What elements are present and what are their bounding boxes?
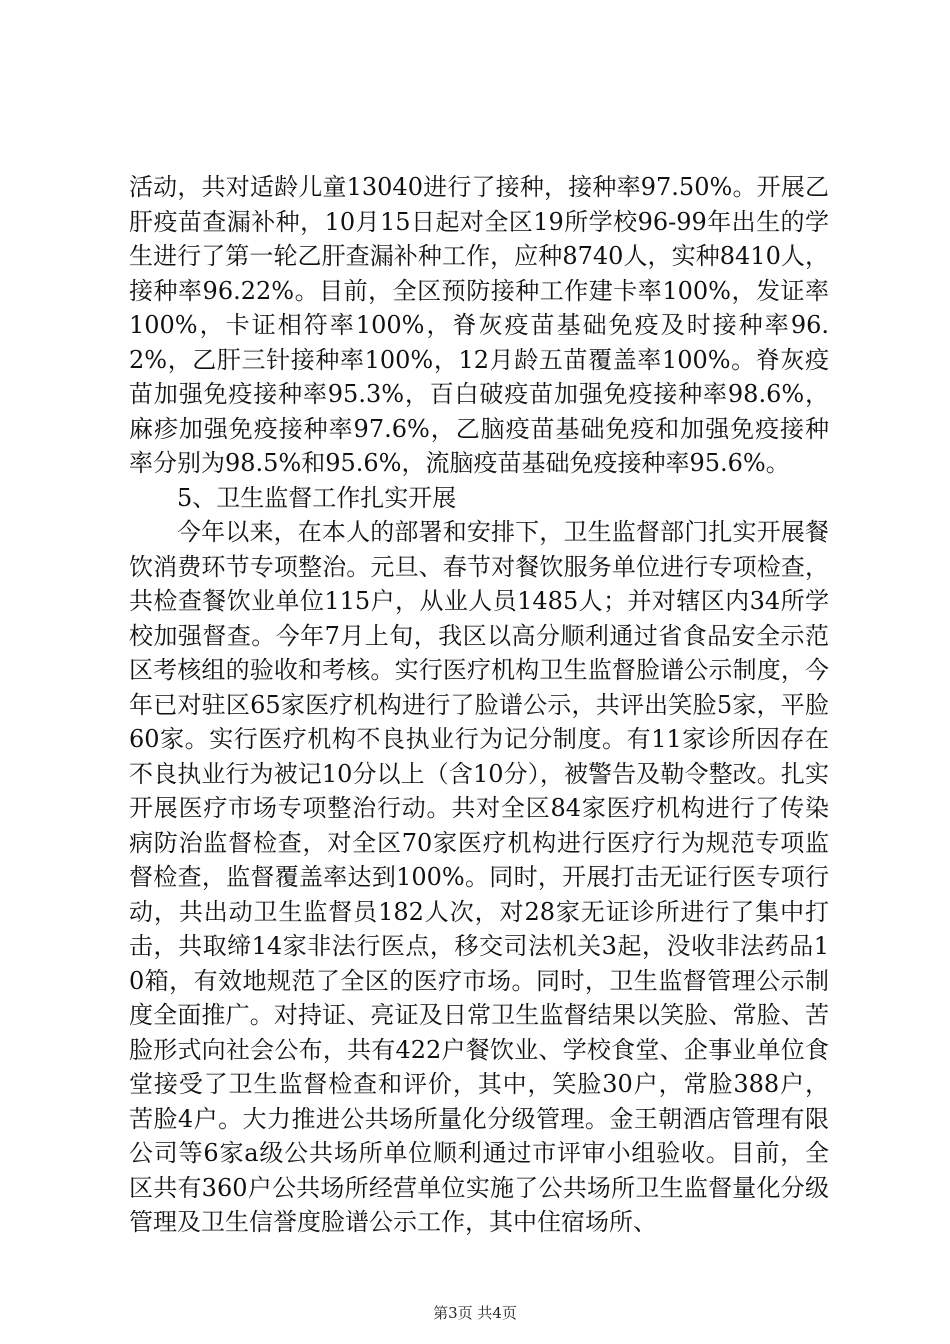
section-heading-health-supervision: 5、卫生监督工作扎实开展 [177, 483, 457, 512]
paragraph-health-supervision: 今年以来，在本人的部署和安排下，卫生监督部门扎实开展餐饮消费环节专项整治。元旦、春节对餐饮服务单位进行专项检查，共检查餐饮业单位115户，从业人员1485人；并对辖区内34所学校加强督查。今年7月上旬，我区以高分顺利通过省食品安全示范区考核组的验收和考核。实行医疗机构卫生监督脸谱公示制度，今年已对驻区65家医疗机构进行了脸谱公示，共评出笑脸5家，平脸60家。实行医疗机构不良执业行为记分制度。有11家诊所因存在不良执业行为被记10分以上（含10分），被警告及勒令整改。扎实开展医疗市场专项整治行动。共对全区84家医疗机构进行了传染病防治监督检查，对全区70家医疗机构进行医疗行为规范专项监督检查，监督覆盖率达到100%。同时，开展打击无证行医专项行动，共出动卫生监督员182人次，对28家无证诊所进行了集中打击，共取缔14家非法行医点，移交司法机关3起，没收非法药品10箱，有效地规范了全区的医疗市场。同时，卫生监督管理公示制度全面推广。对持证、亮证及日常卫生监督结果以笑脸、常脸、苦脸形式向社会公布，共有422户餐饮业、学校食堂、企事业单位食堂接受了卫生监督检查和评价，其中，笑脸30户，常脸388户，苦脸4户。大力推进公共场所量化分级管理。金王朝酒店管理有限公司等6家a级公共场所单位顺利通过市评审小组验收。目前，全区共有360户公共场所经营单位实施了公共场所卫生监督量化分级管理及卫生信誉度脸谱公示工作，其中住宿场所、 [129, 518, 829, 1236]
page-footer: 第3页 共4页 [433, 1304, 517, 1322]
paragraph-vaccination-continuation: 活动，共对适龄儿童13040进行了接种，接种率97.50%。开展乙肝疫苗查漏补种，10月15日起对全区19所学校96-99年出生的学生进行了第一轮乙肝查漏补种工作，应种8740人，实种8410人，接种率96.22%。目前，全区预防接种工作建卡率100%，发证率100%，卡证相符率100%，脊灰疫苗基础免疫及时接种率96.2%，乙肝三针接种率100%，12月龄五苗覆盖率100%。脊灰疫苗加强免疫接种率95.3%，百白破疫苗加强免疫接种率98.6%，麻疹加强免疫接种率97.6%，乙脑疫苗基础免疫和加强免疫接种率分别为98.5%和95.6%，流脑疫苗基础免疫接种率95.6%。 [129, 173, 829, 477]
document-body [129, 170, 829, 1240]
